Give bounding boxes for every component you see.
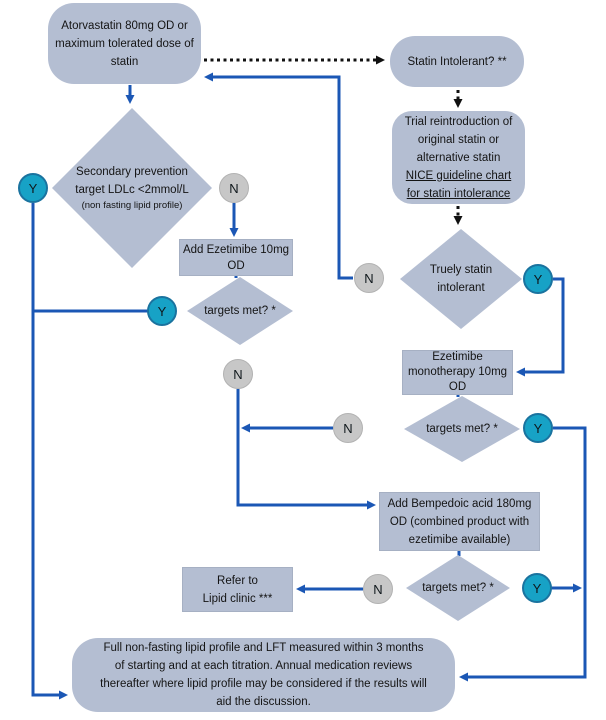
atorvastatin-line: Atorvastatin 80mg OD or: [61, 19, 188, 32]
monitoring-box: [72, 638, 455, 712]
refer-line: Refer to: [217, 574, 258, 587]
arrow-yes-left-to-monitoring: [33, 203, 60, 695]
secondary-no-badge: [219, 173, 249, 203]
secondary-prevention-text: [52, 108, 212, 268]
bempedoic-line: ezetimibe available): [408, 533, 511, 546]
targets-met-1-text: [187, 277, 293, 345]
targets3-yes-badge: [522, 573, 552, 603]
add-ezetimibe-line: OD: [227, 259, 245, 272]
targets1-yes-badge: [147, 296, 177, 326]
statin-intolerant-box: [390, 36, 524, 87]
monitoring-line: thereafter where lipid profile may be considered if the results will: [100, 678, 427, 690]
statin-intolerant-label: Statin Intolerant? **: [407, 55, 507, 68]
targets-met-3-text: [406, 555, 510, 621]
targets1-no-badge: [223, 359, 253, 389]
atorvastatin-box: [48, 3, 201, 84]
atorvastatin-line: maximum tolerated dose of: [55, 37, 194, 50]
truly-yes-badge: [523, 264, 553, 294]
trial-reintroduction-box: [392, 111, 525, 204]
truly-line: Truely statin: [429, 264, 493, 276]
secondary-line: target LDLc <2mmol/L: [75, 184, 189, 196]
monitoring-line: aid the discussion.: [216, 696, 311, 708]
secondary-note: (non fasting lipid profile): [81, 200, 183, 211]
trial-line: alternative statin: [416, 151, 501, 164]
add-bempedoic-box: [379, 492, 540, 551]
no-label: N: [233, 366, 243, 382]
targets3-no-badge: [363, 574, 393, 604]
yes-label: Y: [157, 303, 167, 319]
bempedoic-line: OD (combined product with: [389, 515, 530, 528]
yes-label: Y: [28, 180, 38, 196]
arrow-targets1-no-to-bempedoic: [238, 389, 368, 505]
yes-label: Y: [533, 420, 543, 436]
yes-label: Y: [533, 271, 543, 287]
trial-line: original statin or: [417, 133, 500, 146]
monitoring-line: Full non-fasting lipid profile and LFT measured within 3 months: [103, 642, 424, 654]
monotherapy-line: OD: [448, 381, 467, 393]
truly-statin-intolerant-text: [400, 229, 522, 329]
add-ezetimibe-line: Add Ezetimibe 10mg: [182, 243, 290, 256]
nice-guideline-link[interactable]: for statin intolerance: [406, 187, 511, 200]
no-label: N: [373, 581, 383, 597]
monitoring-line: of starting and at each titration. Annual medication reviews: [114, 660, 413, 672]
ezetimibe-monotherapy-box: [402, 350, 513, 395]
secondary-line: Secondary prevention: [76, 166, 188, 178]
targets-met-label: targets met? *: [426, 423, 498, 435]
no-label: N: [229, 180, 239, 196]
truly-line: intolerant: [437, 282, 485, 294]
refer-line: Lipid clinic ***: [202, 592, 273, 605]
arrow-targets-yes-to-monitoring: [467, 428, 585, 677]
yes-label: Y: [532, 580, 542, 596]
targets2-no-badge: [333, 413, 363, 443]
refer-lipid-clinic-box: [182, 567, 293, 612]
trial-line: Trial reintroduction of: [404, 115, 513, 128]
monotherapy-line: monotherapy 10mg: [407, 366, 508, 378]
truly-no-badge: [354, 263, 384, 293]
no-label: N: [343, 420, 353, 436]
monotherapy-line: Ezetimibe: [432, 351, 483, 363]
targets-met-label: targets met? *: [204, 305, 276, 317]
bempedoic-line: Add Bempedoic acid 180mg: [387, 497, 532, 510]
targets-met-label: targets met? *: [422, 582, 494, 594]
atorvastatin-line: statin: [110, 55, 139, 68]
no-label: N: [364, 270, 374, 286]
targets-met-2-text: [404, 396, 520, 462]
secondary-yes-badge: [18, 173, 48, 203]
targets2-yes-badge: [523, 413, 553, 443]
nice-guideline-link[interactable]: NICE guideline chart: [405, 169, 512, 182]
